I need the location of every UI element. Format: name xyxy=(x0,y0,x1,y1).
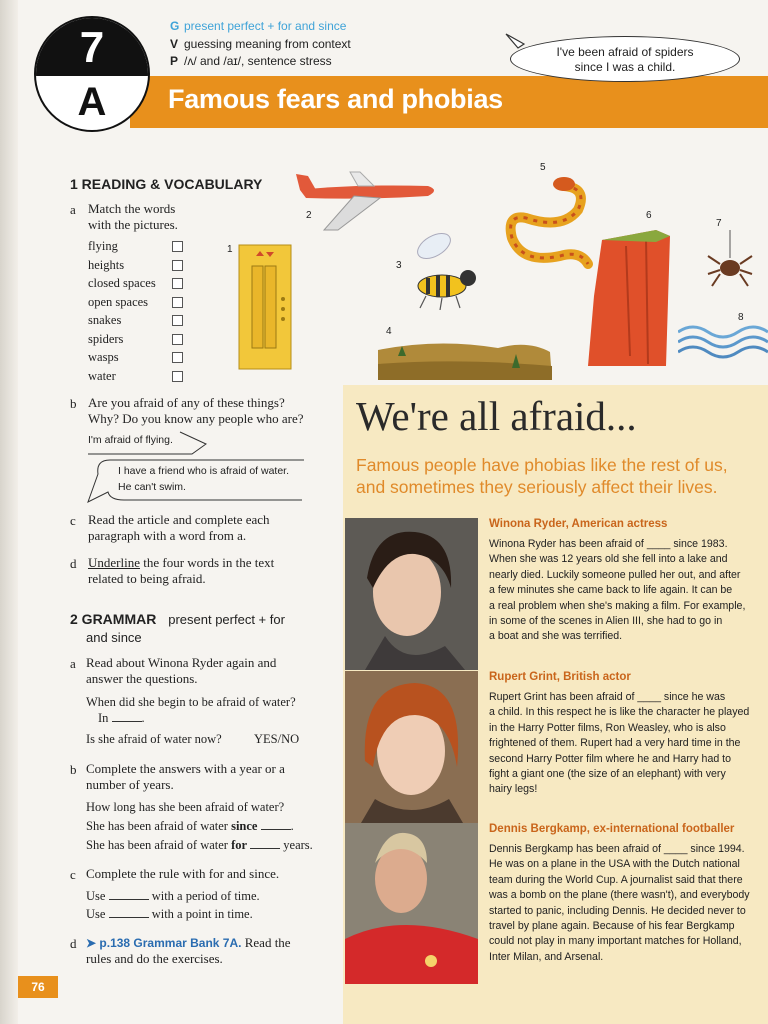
wasp-picture xyxy=(402,228,482,310)
exercise-1a-instruction: Match the words with the pictures. xyxy=(88,201,178,232)
picture-number-1: 1 xyxy=(227,244,233,255)
unit-title: Famous fears and phobias xyxy=(168,84,503,114)
grammar-bank-link[interactable]: ➤ p.138 Grammar Bank 7A. xyxy=(86,936,242,950)
vocabulary-focus: V guessing meaning from context xyxy=(170,37,351,51)
exercise-1d-instruction: Underline the four words in the text related to being afraid. xyxy=(88,555,275,586)
article-heading-rupert: Rupert Grint, British actor xyxy=(489,671,631,683)
exercise-2b-instruction: Complete the answers with a year or a number of years. xyxy=(86,761,285,792)
cliff-picture xyxy=(586,226,674,368)
question-1: When did she begin to be afraid of water? xyxy=(86,695,296,709)
unit-number: 7 xyxy=(36,18,148,76)
exercise-2b-answer-2: She has been afraid of water for years. xyxy=(86,838,313,852)
article-heading-dennis: Dennis Bergkamp, ex-international footballer xyxy=(489,823,735,835)
section-reading-vocabulary-heading: 1 READING & VOCABULARY xyxy=(70,176,263,192)
example-speech-2-line1: I have a friend who is afraid of water. xyxy=(118,465,290,477)
section-grammar-subheading: and since xyxy=(86,630,142,645)
lift-door-picture xyxy=(238,244,292,370)
spider-picture xyxy=(706,230,754,294)
page-number: 76 xyxy=(18,976,58,998)
section-grammar-heading: 2 GRAMMAR present perfect + for xyxy=(70,611,285,627)
example-speech-1-bubble xyxy=(88,428,208,456)
water-waves-picture xyxy=(678,322,768,364)
exercise-1c-letter: c xyxy=(70,513,76,528)
checkbox-flying[interactable] xyxy=(172,241,183,252)
article-heading-winona: Winona Ryder, American actress xyxy=(489,518,668,530)
word-open-spaces: open spaces xyxy=(88,295,149,309)
pronunciation-focus: P /ʌ/ and /aɪ/, sentence stress xyxy=(170,54,332,68)
word-water: water xyxy=(88,369,116,383)
exercise-1b-instruction: Are you afraid of any of these things? Why? Do you know any people who are? xyxy=(88,395,304,426)
picture-number-2: 2 xyxy=(306,210,312,221)
exercise-2a-letter: a xyxy=(70,656,76,671)
example-speech-1: I'm afraid of flying. xyxy=(88,434,173,446)
exercise-1c-instruction: Read the article and complete each paragraph with a word from a. xyxy=(88,512,270,543)
exercise-2b-letter: b xyxy=(70,762,77,777)
word-snakes: snakes xyxy=(88,313,122,327)
exercise-1b-letter: b xyxy=(70,396,77,411)
question-2-options[interactable]: YES/NO xyxy=(254,732,300,746)
word-wasps: wasps xyxy=(88,350,119,364)
exercise-2a-instruction: Read about Winona Ryder again and answer the questions. xyxy=(86,655,277,686)
example-speech-2-line2: He can't swim. xyxy=(118,481,186,493)
photo-rupert-grint xyxy=(345,671,478,823)
checkbox-snakes[interactable] xyxy=(172,315,183,326)
word-closed-spaces: closed spaces xyxy=(88,276,156,290)
picture-number-5: 5 xyxy=(540,162,546,173)
word-spiders: spiders xyxy=(88,332,124,346)
arrow-circle-icon: ➤ xyxy=(86,936,97,950)
checkbox-closed-spaces[interactable] xyxy=(172,278,183,289)
question-1-answer: In . xyxy=(98,711,145,725)
article-paragraph-winona: Winona Ryder has been afraid of ____ since 1983. When she was 12 years old she fell into a lake and nearly died. Luckily someone pulled her out, and after a few minutes she came back to life again. It can be a real problem when she's making a film. For example, in some of the scenes in Alien III, she had to go in a boat and she was terrified. xyxy=(489,538,746,643)
article-standfirst: Famous people have phobias like the rest of us, and sometimes they seriously affect their lives. xyxy=(356,455,728,497)
word-heights: heights xyxy=(88,258,125,272)
checkbox-water[interactable] xyxy=(172,371,183,382)
bubble-tail xyxy=(496,30,526,50)
picture-number-4: 4 xyxy=(386,326,392,337)
checkbox-open-spaces[interactable] xyxy=(172,297,183,308)
exercise-2b-question: How long has she been afraid of water? xyxy=(86,800,285,814)
article-paragraph-dennis: Dennis Bergkamp has been afraid of ____ since 1994. He was on a plane in the USA with the Dutch national team during the World Cup. A journalist said that there was a bomb on the plane (there wasn't), and everybody started to panic, including Dennis. He decided never to travel by plane again. Because of his fear Bergkamp could not play in many important matches for Holland, Inter Milan, and Arsenal. xyxy=(489,843,750,963)
unit-letter: A xyxy=(77,80,107,124)
article-headline: We're all afraid... xyxy=(356,393,637,439)
photo-dennis-bergkamp xyxy=(345,823,478,984)
exercise-2d-instruction: ➤ p.138 Grammar Bank 7A. Read the rules and do the exercises. xyxy=(86,935,291,966)
open-landscape-picture xyxy=(378,336,554,382)
exercise-1a-letter: a xyxy=(70,202,76,217)
exercise-2c-instruction: Complete the rule with for and since. xyxy=(86,866,280,881)
grammar-focus: G present perfect + for and since xyxy=(170,19,347,33)
checkbox-wasps[interactable] xyxy=(172,352,183,363)
answer-blank[interactable] xyxy=(261,829,291,830)
picture-number-7: 7 xyxy=(716,218,722,229)
question-2: Is she afraid of water now? xyxy=(86,732,222,746)
speech-bubble: I've been afraid of spiders since I was a child. xyxy=(510,36,740,82)
answer-blank[interactable] xyxy=(109,917,149,918)
rule-line-2: Use with a point in time. xyxy=(86,907,253,921)
unit-badge xyxy=(34,16,150,132)
answer-blank[interactable] xyxy=(112,721,142,722)
airplane-picture xyxy=(294,168,440,234)
exercise-2d-letter: d xyxy=(70,936,77,951)
snake-picture xyxy=(502,174,594,272)
checkbox-heights[interactable] xyxy=(172,260,183,271)
photo-winona-ryder xyxy=(345,518,478,670)
exercise-1d-letter: d xyxy=(70,556,77,571)
checkbox-spiders[interactable] xyxy=(172,334,183,345)
picture-number-8: 8 xyxy=(738,312,744,323)
page-spine-shadow xyxy=(0,0,18,1024)
word-flying: flying xyxy=(88,239,118,253)
answer-blank[interactable] xyxy=(109,899,149,900)
rule-line-1: Use with a period of time. xyxy=(86,889,260,903)
article-paragraph-rupert: Rupert Grint has been afraid of ____ since he was a child. In this respect he is like the character he played in the Harry Potter films, Ron Weasley, who is also frightened of them. Rupert had a very hard time in the second Harry Potter film where he and Harry had to fight a giant one (the size of an elephant) with very hairy legs! xyxy=(489,691,750,796)
picture-number-3: 3 xyxy=(396,260,402,271)
answer-blank[interactable] xyxy=(250,848,280,849)
exercise-2c-letter: c xyxy=(70,867,76,882)
exercise-2b-answer-1: She has been afraid of water since . xyxy=(86,819,294,833)
picture-number-6: 6 xyxy=(646,210,652,221)
